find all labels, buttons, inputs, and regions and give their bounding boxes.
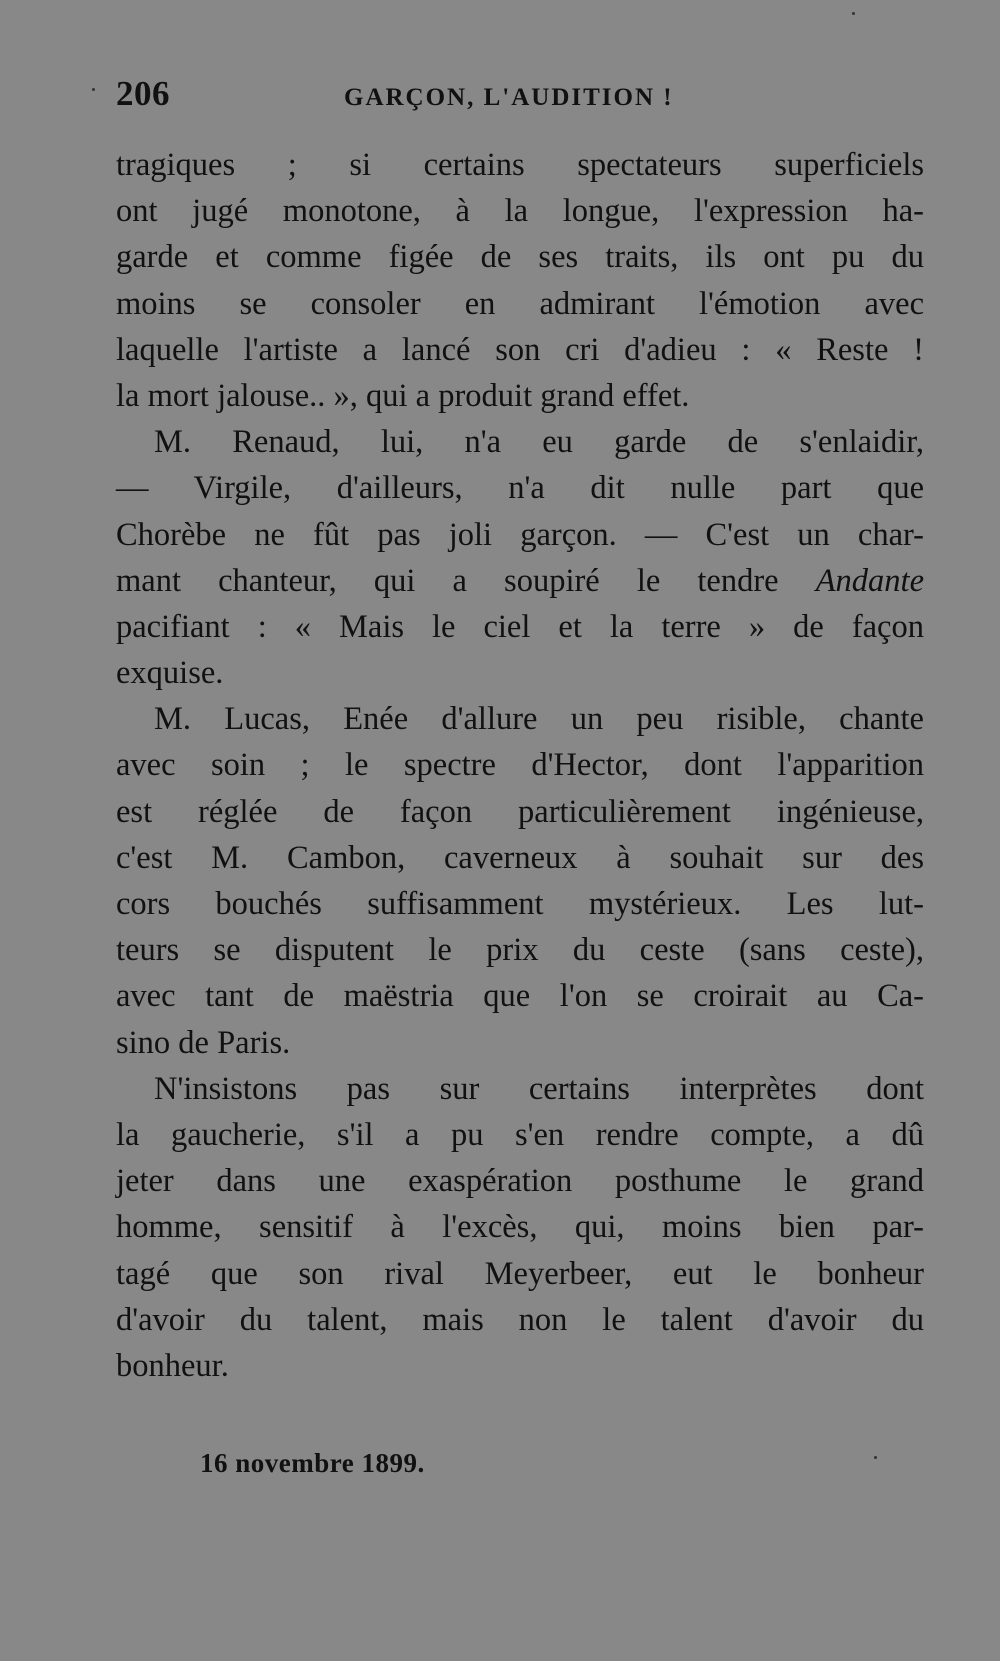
page-header [110, 74, 810, 124]
text-line: — Virgile, d'ailleurs, n'a dit nulle part que [116, 470, 924, 507]
text-run: mant chanteur, qui a soupiré le tendre [116, 562, 816, 599]
text-line: avec soin ; le spectre d'Hector, dont l'apparition [116, 747, 924, 784]
text-line: tragiques ; si certains spectateurs superficiels [116, 147, 924, 183]
body-text [116, 142, 924, 1389]
text-line: bonheur. [116, 1347, 229, 1384]
text-line: Chorèbe ne fût pas joli garçon. — C'est un char- [116, 516, 924, 553]
text-line: garde et comme figée de ses traits, ils ont pu du [116, 239, 924, 276]
italic-word: Andante [815, 562, 924, 599]
text-line: N'insistons pas sur certains interprètes dont [154, 1070, 924, 1107]
text-line: la mort jalouse.. », qui a produit grand effet. [116, 377, 690, 414]
text-line: jeter dans une exaspération posthume le grand [116, 1163, 924, 1200]
text-line: M. Lucas, Enée d'allure un peu risible, chante [154, 701, 924, 738]
text-line: moins se consoler en admirant l'émotion avec [116, 285, 924, 322]
text-line: c'est M. Cambon, caverneux à souhait sur des [116, 839, 924, 876]
scan-speck [92, 88, 95, 91]
text-line: exquise. [116, 655, 224, 692]
text-line: M. Renaud, lui, n'a eu garde de s'enlaidir, [154, 424, 924, 461]
text-line: pacifiant : « Mais le ciel et la terre » de façon [116, 608, 924, 645]
text-line: laquelle l'artiste a lancé son cri d'adieu : « Reste ! [116, 331, 924, 368]
page-number: 206 [116, 74, 170, 113]
text-line: homme, sensitif à l'excès, qui, moins bien par- [116, 1209, 924, 1246]
text-line-with-italic [116, 558, 924, 604]
text-line: teurs se disputent le prix du ceste (sans ceste), [116, 932, 924, 969]
running-title: GARÇON, L'AUDITION ! [344, 84, 674, 111]
text-line: tagé que son rival Meyerbeer, eut le bonheur [116, 1255, 924, 1292]
scan-speck [852, 12, 855, 15]
dateline: 16 novembre 1899. [200, 1448, 425, 1478]
text-line: cors bouchés suffisamment mystérieux. Les lut- [116, 886, 924, 922]
text-line: avec tant de maëstria que l'on se croirait au Ca- [116, 978, 924, 1015]
text-line: d'avoir du talent, mais non le talent d'avoir du [116, 1301, 924, 1338]
text-line: sino de Paris. [116, 1024, 291, 1061]
text-line: est réglée de façon particulièrement ingénieuse, [116, 793, 924, 830]
scan-speck [874, 1456, 877, 1459]
text-line: ont jugé monotone, à la longue, l'expression ha- [116, 193, 924, 230]
text-line: la gaucherie, s'il a pu s'en rendre compte, a dû [116, 1116, 924, 1153]
